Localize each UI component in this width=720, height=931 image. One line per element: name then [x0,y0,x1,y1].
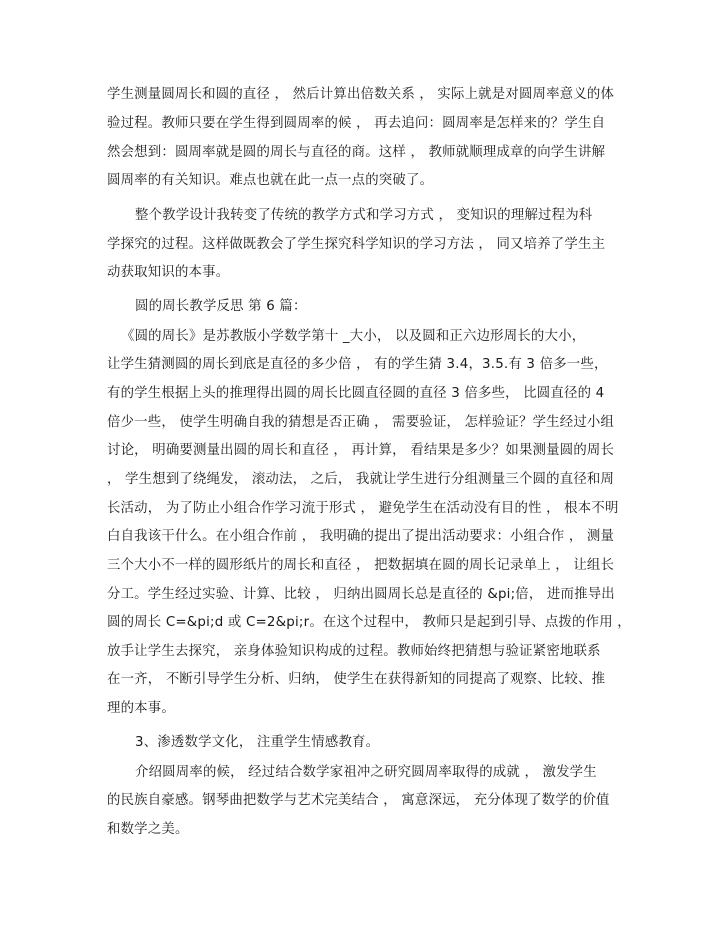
text-line: 学探究的过程。这样做既教会了学生探究科学知识的学习方法 ， 同又培养了学生主 [107,237,606,252]
text-line: 放手让学生去探究， 亲身体验知识构成的过程。教师始终把猜想与验证紧密地联系 [107,644,601,659]
text-line: 分工。学生经过实验、计算、比较 ， 归纳出圆周长总是直径的 &pi;倍， 进而推导出 [107,587,615,602]
text-line: 动获取知识的本事。 [107,265,230,280]
text-line: 倍少一些， 使学生明确自我的猜想是否正确 ， 需要验证， 怎样验证？学生经过小组 [107,415,615,430]
text-line: 介绍圆周率的候， 经过结合数学家祖冲之研究圆周率取得的成就 ， 激发学生 [135,765,597,780]
text-line: 三个大小不一样的圆形纸片的周长和直径 ， 把数据填在圆的周长记录单上 ， 让组长 [107,558,615,573]
text-line: 圆的周长 C=&pi;d 或 C=2&pi;r。在这个过程中， 教师只是起到引导、点拨的作用 ， [107,615,631,630]
text-line: 然会想到：圆周率就是圆的周长与直径的商。这样 ， 教师就顺理成章的向学生讲解 [107,145,606,160]
text-line: 《圆的周长》是苏教版小学数学第十 _大小， 以及圆和正六边形周长的大小， [121,329,586,344]
text-line: 学生测量圆周长和圆的直径 ， 然后计算出倍数关系 ， 实际上就是对圆周率意义的体 [107,87,615,102]
text-line: 理的本事。 [107,701,175,716]
text-line: 白自我该干什么。在小组合作前 ， 我明确的提出了提出活动要求：小组合作 ， 测量 [107,529,615,544]
heading-text: 圆的周长教学反思 第 6 篇： [135,299,307,314]
text-line: 在一齐， 不断引导学生分析、归纳， 使学生在获得新知的同提高了观察、比较、推 [107,672,606,687]
text-line: 讨论， 明确要测量出圆的周长和直径 ， 再计算， 看结果是多少？如果测量圆的周长 [107,443,615,458]
text-line: 验过程。教师只要在学生得到圆周率的候 ， 再去追问：圆周率是怎样来的？学生自 [107,116,606,131]
text-line: 有的学生根据上头的推理得出圆的周长比圆直径圆的直径 3 倍多些， 比圆直径的 4 [107,386,605,401]
text-line: 长活动， 为了防止小组合作学习流于形式 ， 避免学生在活动没有目的性 ， 根本不明 [107,501,619,516]
text-line: 整个教学设计我转变了传统的教学方式和学习方式 ， 变知识的理解过程为科 [135,208,593,223]
text-line: 和数学之美。 [107,822,189,837]
text-line: 让学生猜测圆的周长到底是直径的多少倍 ， 有的学生猜 3.4，3.5.有 3 倍多一些， [107,357,608,372]
text-line: ， 学生想到了绕绳发， 滚动法， 之后， 我就让学生进行分组测量三个圆的直径和周 [107,472,615,487]
heading-text: 3、渗透数学文化， 注重学生情感教育。 [135,735,380,750]
text-line: 的民族自豪感。钢琴曲把数学与艺术完美结合 ， 寓意深远， 充分体现了数学的价值 [107,793,610,808]
text-line: 圆周率的有关知识。难点也就在此一点一点的突破了。 [107,173,434,188]
